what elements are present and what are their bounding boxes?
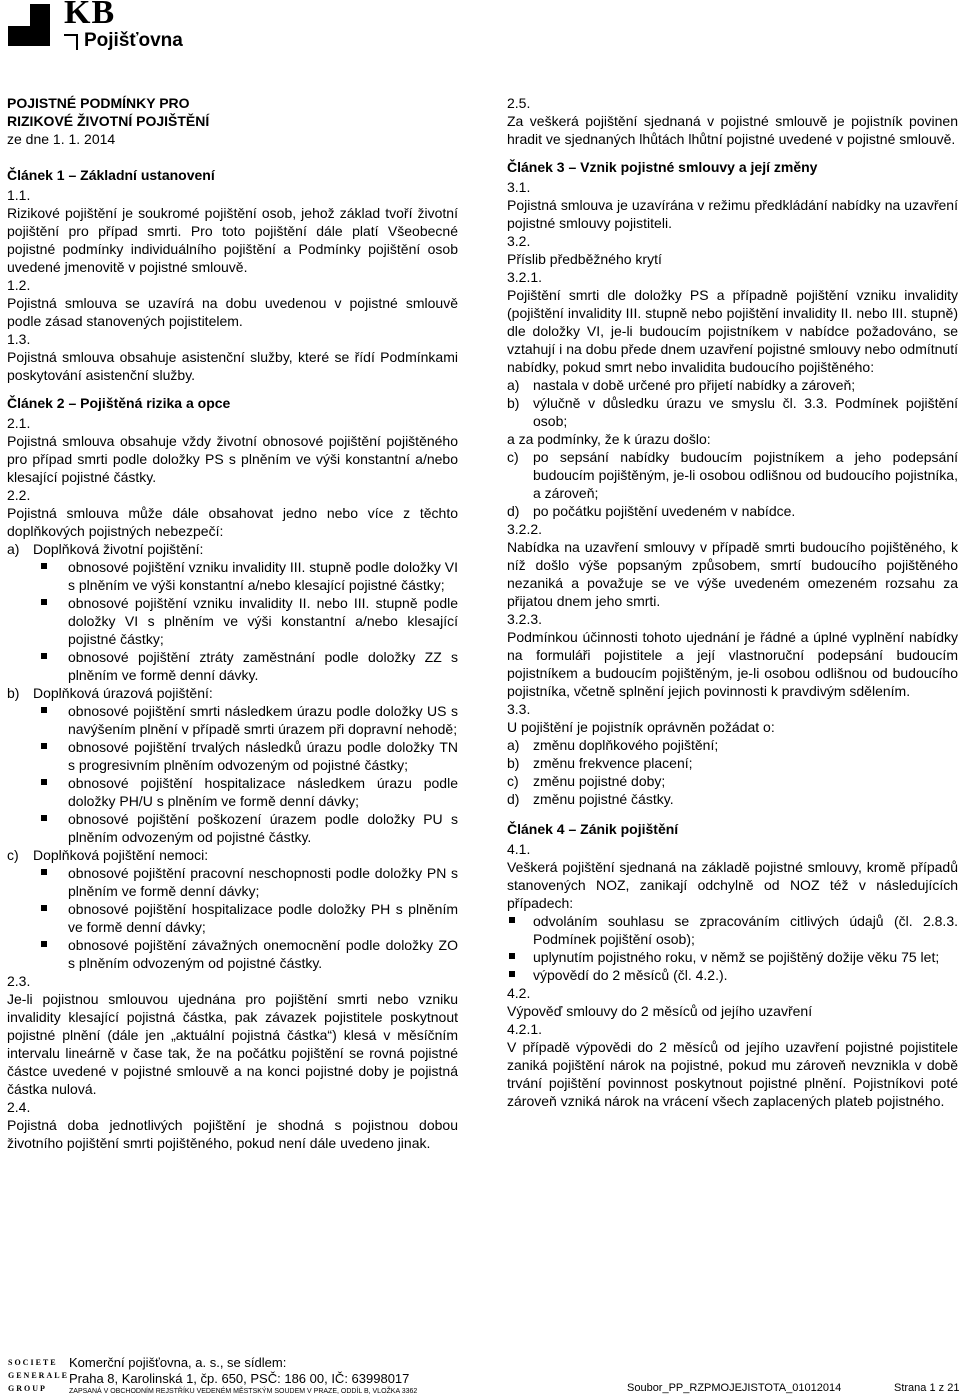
section-number: 4.1.: [507, 841, 531, 857]
bullet-item: obnosové pojištění vzniku invalidity III. stupně podle doložky VI s plněním ve výši konstantní a/nebo klesající pojistné částky;: [7, 558, 458, 594]
section-number: 4.2.: [507, 985, 531, 1001]
bullet-item: obnosové pojištění poškození úrazem podle doložky PU s plněním odvozeným od pojistné částky.: [7, 810, 458, 846]
bullet-item: obnosové pojištění závažných onemocnění podle doložky ZO s plněním odvozeným od pojistné částky.: [7, 936, 458, 972]
bullet-icon: [41, 707, 47, 713]
list-item: c) po sepsání nabídky budoucím pojistníkem a jeho podepsání budoucím pojištěným, je-li osobou odlišnou od budoucího pojistníka, a zároveň;: [507, 449, 958, 501]
doc-title-line2: RIZIKOVÉ ŽIVOTNÍ POJIŠTĚNÍ: [7, 113, 210, 129]
bullet-icon: [41, 779, 47, 785]
bullet-item: obnosové pojištění smrti následkem úrazu podle doložky US s navýšením plnění v případě smrti úrazem při dopravní nehodě;: [7, 702, 458, 738]
section-text: Pojistná doba jednotlivých pojištění je shodná s pojistnou dobou životního pojištění smrti pojištěného, pokud není dále uvedeno jinak.: [7, 1117, 458, 1151]
section-number: 2.5.: [507, 95, 531, 111]
bullet-icon: [41, 563, 47, 569]
bullet-item: obnosové pojištění trvalých následků úrazu podle doložky TN s progresivním plněním odvozeným od pojistné částky;: [7, 738, 458, 774]
section-text: Pojistná smlouva může dále obsahovat jedno nebo více z těchto doplňkových pojistných nebezpečí:: [7, 505, 458, 539]
right-column: [507, 94, 958, 1110]
bullet-item: obnosové pojištění hospitalizace podle doložky PH s plněním ve formě denní dávky;: [7, 900, 458, 936]
section-text: Pojistná smlouva je uzavírána v režimu předkládání nabídky na uzavření pojistné smlouvy pojistiteli.: [507, 197, 958, 231]
section-text: Za veškerá pojištění sjednaná v pojistné smlouvě je pojistník povinen hradit ve sjednaných lhůtách lhůtní pojistné uvedené v pojistné smlouvě.: [507, 113, 958, 147]
section-number: 3.1.: [507, 179, 531, 195]
section-text: Příslib předběžného krytí: [507, 251, 662, 267]
bullet-item: výpovědí do 2 měsíců (čl. 4.2.).: [507, 966, 958, 984]
list-item: d) po počátku pojištění uvedeném v nabídce.: [507, 503, 796, 519]
section-number: 3.3.: [507, 701, 531, 717]
logo-mark: [8, 4, 50, 46]
section-text: U pojištění je pojistník oprávněn požádat o:: [507, 719, 775, 735]
bullet-icon: [41, 941, 47, 947]
list-item: a) Doplňková životní pojištění:: [7, 541, 204, 557]
section-text: Veškerá pojištění sjednaná na základě pojistné smlouvy, kromě případů stanovených NOZ, zanikají odchylně od NOZ též v následujících případech:: [507, 859, 958, 911]
article-2-heading: Článek 2 – Pojištěná rizika a opce: [7, 395, 231, 411]
footer-address: Praha 8, Karolinská 1, čp. 650, PSČ: 186 00, IČ: 63998017: [69, 1371, 410, 1386]
section-text: Nabídka na uzavření smlouvy v případě smrti budoucího pojištěného, k níž došlo výše popsaným způsobem, smrtí budoucího pojištěného nezaniká a považuje se ve výše uvedeném omezeném rozsahu za přijatou dnem jeho smrti.: [507, 539, 958, 609]
list-item: d) změnu pojistné částky.: [507, 791, 674, 807]
list-item: b) výlučně v důsledku úrazu ve smyslu čl. 3.3. Podmínek pojištění osob;: [507, 395, 958, 429]
bullet-item: obnosové pojištění vzniku invalidity II. nebo III. stupně podle doložky VI s plněním ve výši konstantní a/nebo klesající pojistné částky;: [7, 594, 458, 648]
list-item: c) změnu pojistné doby;: [507, 773, 666, 789]
doc-date: ze dne 1. 1. 2014: [7, 131, 116, 147]
bullet-icon: [41, 599, 47, 605]
section-text: Je-li pojistnou smlouvou ujednána pro pojištění smrti nebo vzniku invalidity klesající pojistná částka, pak závazek pojistitele poskytnout pojistné plnění (dále jen „aktuální pojistná částka“) klesá v měsíčním intervalu lineárně v čase tak, že na počátku pojištění se rovná pojistné částce uvedené v pojistné smlouvě a na konci pojistné doby je pojistná částka nulová.: [7, 991, 458, 1097]
section-number: 3.2.3.: [507, 611, 543, 627]
bullet-item: uplynutím pojistného roku, v němž se pojištěný dožije věku 75 let;: [507, 948, 958, 966]
doc-title-line1: POJISTNÉ PODMÍNKY PRO: [7, 95, 190, 111]
article-1-heading: Článek 1 – Základní ustanovení: [7, 167, 215, 183]
footer-company: Komerční pojišťovna, a. s., se sídlem:: [69, 1355, 287, 1370]
section-text: Pojistná smlouva obsahuje vždy životní obnosové pojištění pojištěného pro případ smrti podle doložky PS s plněním ve výši konstantní a/nebo klesající pojistné částky.: [7, 433, 458, 485]
bullet-icon: [41, 905, 47, 911]
section-text: Pojistná smlouva se uzavírá na dobu uvedenou v pojistné smlouvě podle zásad stanovených pojistitelem.: [7, 295, 458, 329]
section-text: Podmínkou účinnosti tohoto ujednání je řádné a úplné vyplnění nabídky na formuláři pojistitele a její vlastnoruční podepsání budoucím pojistníkem a budoucím pojištěným, je-li osobou odlišnou od budoucího pojistníka, včetně splnění jejich povinnosti k pravdivým sdělením.: [507, 629, 958, 699]
section-text: V případě výpovědi do 2 měsíců od jejího uzavření pojistné pojistitele zaniká pojištění nárok na pojistné, pokud mu zároveň nevznikla v době trvání pojištění povinnost poskytnout pojistné plnění. Pojistníkovi poté zároveň vzniká nárok na vrácení všech zaplacených plateb pojistného.: [507, 1039, 958, 1109]
section-number: 1.3.: [7, 331, 31, 347]
bullet-icon: [41, 653, 47, 659]
list-item: a) změnu doplňkového pojištění;: [507, 737, 719, 753]
list-item: a) nastala v době určené pro přijetí nabídky a zároveň;: [507, 377, 856, 393]
section-number: 3.2.2.: [507, 521, 543, 537]
section-text: Pojištění smrti dle doložky PS a případně pojištění vzniku invalidity (pojištění invalidity III. stupně nebo pojištění invalidity II. nebo III. stupně) dle doložky VI, je-li budoucím pojistníkem v nabídce požadováno, se vztahují i na dobu přede dnem uzavření pojistné smlouvy nebo odmítnutí nabídky, pokud smrt nebo invalidita budoucího pojištěného:: [507, 287, 958, 375]
section-number: 2.2.: [7, 487, 31, 503]
bullet-icon: [509, 953, 515, 959]
bracket-icon: [64, 34, 78, 50]
section-number: 3.2.1.: [507, 269, 543, 285]
article-3-heading: Článek 3 – Vznik pojistné smlouvy a její změny: [507, 159, 818, 175]
section-text: Pojistná smlouva obsahuje asistenční služby, které se řídí Podmínkami poskytování asistenční služby.: [7, 349, 458, 383]
section-number: 4.2.1.: [507, 1021, 543, 1037]
section-number: 1.1.: [7, 187, 31, 203]
section-number: 2.4.: [7, 1099, 31, 1115]
section-text: Výpověď smlouvy do 2 měsíců od jejího uzavření: [507, 1003, 813, 1019]
list-item: b) změnu frekvence placení;: [507, 755, 693, 771]
logo-text: KB: [64, 0, 116, 31]
bullet-item: odvoláním souhlasu se zpracováním citlivých údajů (čl. 2.8.3. Podmínek pojištění osob);: [507, 912, 958, 948]
left-column: [7, 94, 458, 1152]
section-text: Rizikové pojištění je soukromé pojištění osob, jehož základ tvoří životní pojištění pro případ smrti. Pro toto pojištění dále platí Všeobecné pojistné podmínky individuálního pojištění a Podmínky pojištění osob uvedené jmenovitě v pojistné smlouvě.: [7, 205, 458, 275]
bullet-icon: [41, 815, 47, 821]
footer-file-name: Soubor_PP_RZPMOJEJISTOTA_01012014: [627, 1382, 842, 1394]
page-number: Strana 1 z 21: [894, 1382, 960, 1394]
list-item: b) Doplňková úrazová pojištění:: [7, 685, 213, 701]
bullet-item: obnosové pojištění pracovní neschopnosti podle doložky PN s plněním ve formě denní dávky;: [7, 864, 458, 900]
bullet-icon: [41, 743, 47, 749]
bullet-icon: [509, 971, 515, 977]
bullet-item: obnosové pojištění ztráty zaměstnání podle doložky ZZ s plněním ve formě denní dávky.: [7, 648, 458, 684]
logo-subtitle-text: Pojišťovna: [84, 30, 183, 51]
group-logo: SOCIETE GENERALE GROUP: [8, 1358, 69, 1393]
section-number: 2.3.: [7, 973, 31, 989]
article-4-heading: Článek 4 – Zánik pojištění: [507, 821, 679, 837]
bullet-icon: [509, 917, 515, 923]
section-number: 2.1.: [7, 415, 31, 431]
list-item: c) Doplňková pojištění nemoci:: [7, 847, 209, 863]
section-number: 1.2.: [7, 277, 31, 293]
bullet-item: obnosové pojištění hospitalizace následkem úrazu podle doložky PH/U s plněním ve formě denní dávky;: [7, 774, 458, 810]
bullet-icon: [41, 869, 47, 875]
footer-registry: ZAPSANÁ V OBCHODNÍM REJSTŘÍKU VEDENÉM MĚSTSKÝM SOUDEM V PRAZE, ODDÍL B, VLOŽKA 3362: [69, 1388, 418, 1395]
section-number: 3.2.: [507, 233, 531, 249]
logo-subtitle: [64, 30, 183, 52]
section-text: a za podmínky, že k úrazu došlo:: [507, 431, 711, 447]
